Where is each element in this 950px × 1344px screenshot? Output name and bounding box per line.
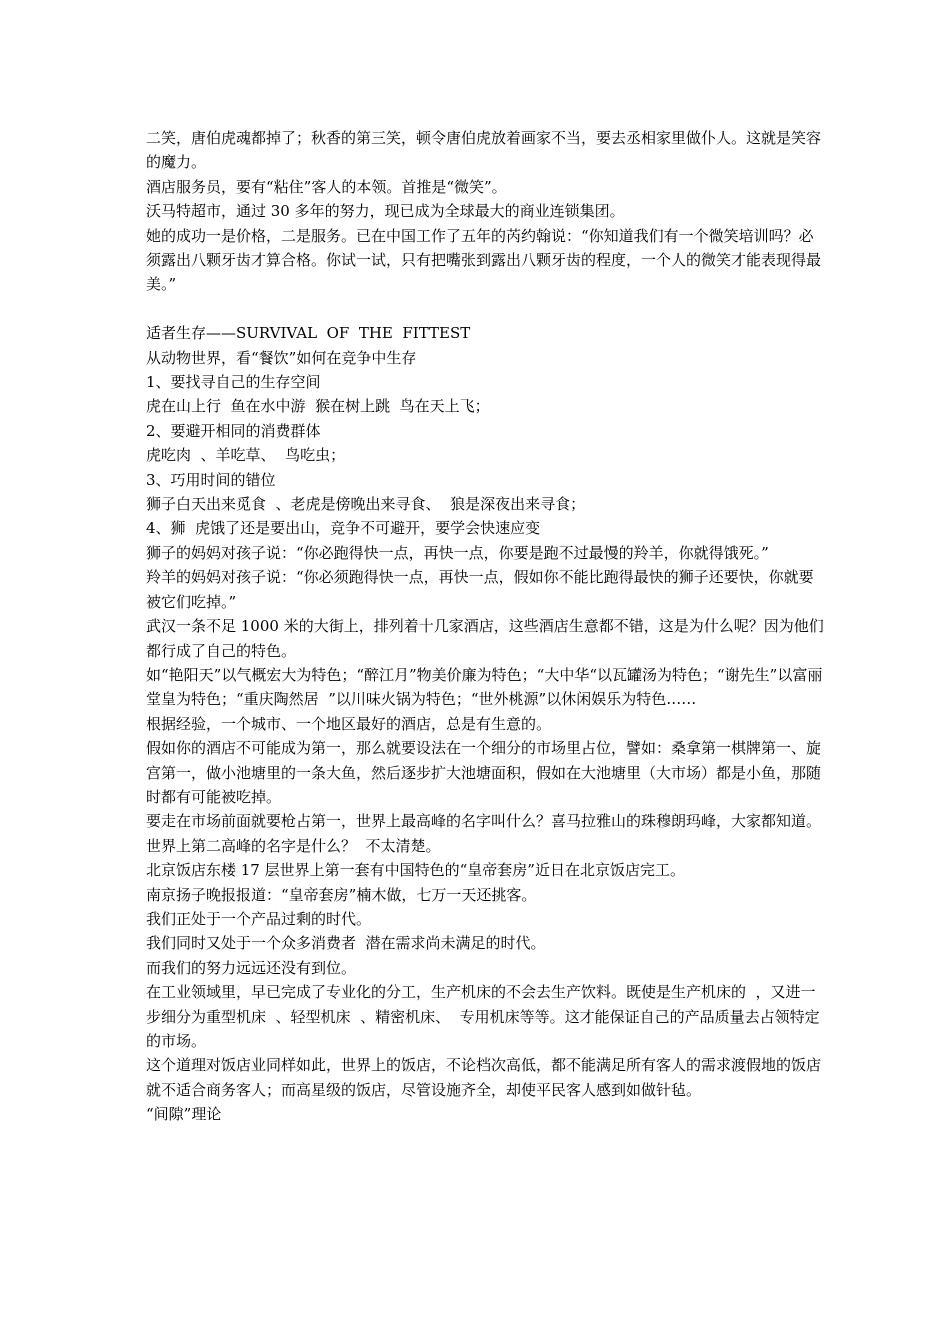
paragraph-surplus-era: 我们正处于一个产品过剩的时代。 — [146, 909, 372, 928]
paragraph-3: 沃马特超市，通过 30 多年的努力，现已成为全球最大的商业连锁集团。 — [146, 202, 625, 221]
paragraph-niche-market: 假如你的酒店不可能成为第一，那么就要设法在一个细分的市场里占位，譬如：桑拿第一棋牌第一、旋宫第一，做小池塘里的一条大鱼，然后逐步扩大池塘面积，假如在大池塘里（大市场）都是小鱼，那随时都有可能被吃掉。 — [146, 739, 822, 806]
document-page — [146, 126, 826, 1127]
list-item-3-title: 3、巧用时间的错位 — [146, 470, 276, 489]
paragraph-hotel-industry: 这个道理对饭店业同样如此，世界上的饭店，不论档次高低，都不能满足所有客人的需求渡假地的饭店就不适合商务客人；而高星级的饭店，尽管设施齐全，却使平民客人感到如做针毡。 — [146, 1056, 822, 1099]
paragraph-antelope-mother: 羚羊的妈妈对孩子说：“你必须跑得快一点，再快一点，假如你不能比跑得最快的狮子还要快，你就要被它们吃掉。” — [146, 568, 814, 611]
list-item-3-body: 狮子白天出来觅食 、老虎是傍晚出来寻食、 狼是深夜出来寻食； — [146, 495, 586, 514]
paragraph-gap-theory: “间隙”理论 — [146, 1105, 222, 1124]
paragraph-experience: 根据经验，一个城市、一个地区最好的酒店，总是有生意的。 — [146, 714, 552, 733]
paragraph-nanjing-report: 南京扬子晚报报道：“皇帝套房”楠木做，七万一天还挑客。 — [146, 885, 537, 904]
paragraph-effort: 而我们的努力远远还没有到位。 — [146, 958, 357, 977]
list-item-4-title: 4、狮 虎饿了还是要出山，竞争不可避开，要学会快速应变 — [146, 519, 541, 538]
paragraph-lion-mother: 狮子的妈妈对孩子说：“你必跑得快一点，再快一点，你要是跑不过最慢的羚羊，你就得饿死。” — [146, 543, 769, 562]
list-item-2-title: 2、要避开相同的消费群体 — [146, 421, 321, 440]
list-item-2-body: 虎吃肉 、羊吃草、 鸟吃虫； — [146, 446, 346, 465]
paragraph-wuhan-street: 武汉一条不足 1000 米的大街上，排列着十几家酒店，这些酒店生意都不错，这是为什么呢？因为他们都行成了自己的特色。 — [146, 617, 824, 660]
section-heading: 适者生存——SURVIVAL OF THE FITTEST — [146, 324, 471, 343]
list-item-1-body: 虎在山上行 鱼在水中游 猴在树上跳 鸟在天上飞； — [146, 397, 490, 416]
blank-line — [146, 297, 826, 321]
section-subheading: 从动物世界，看“餐饮”如何在竞争中生存 — [146, 348, 417, 367]
paragraph-industry-division: 在工业领域里，早已完成了专业化的分工，生产机床的不会去生产饮料。既使是生产机床的 ，又进一步细分为重型机床 、轻型机床 、精密机床、 专用机床等等。这才能保证自己的产品质量去占领特定的市场。 — [146, 983, 820, 1051]
paragraph-4: 她的成功一是价格，二是服务。已在中国工作了五年的芮约翰说：“你知道我们有一个微笑培训吗？必须露出八颗牙齿才算合格。你试一试，只有把嘴张到露出八颗牙齿的程度，一个人的微笑才能表现得最美。” — [146, 226, 822, 294]
paragraph-1: 二笑，唐伯虎魂都掉了；秋香的第三笑，顿令唐伯虎放着画家不当，要去丞相家里做仆人。这就是笑容的魔力。 — [146, 129, 822, 172]
paragraph-restaurant-features: 如“艳阳天”以气概宏大为特色；“醉江月”物美价廉为特色；“大中华“以瓦罐汤为特色；“谢先生”以富丽堂皇为特色；“重庆陶然居 ”以川味火锅为特色；“世外桃源”以休闲娱乐为特色…… — [146, 665, 823, 709]
paragraph-2: 酒店服务员，要有“粘住”客人的本领。首推是“微笑”。 — [146, 177, 507, 196]
paragraph-unmet-demand: 我们同时又处于一个众多消费者 潜在需求尚未满足的时代。 — [146, 934, 546, 953]
paragraph-first-place: 要走在市场前面就要枪占第一，世界上最高峰的名字叫什么？喜马拉雅山的珠穆朗玛峰，大家都知道。世界上第二高峰的名字是什么？ 不太清楚。 — [146, 812, 822, 855]
list-item-1-title: 1、要找寻自己的生存空间 — [146, 373, 321, 392]
paragraph-beijing-hotel: 北京饭店东楼 17 层世界上第一套有中国特色的“皇帝套房”近日在北京饭店完工。 — [146, 861, 685, 880]
